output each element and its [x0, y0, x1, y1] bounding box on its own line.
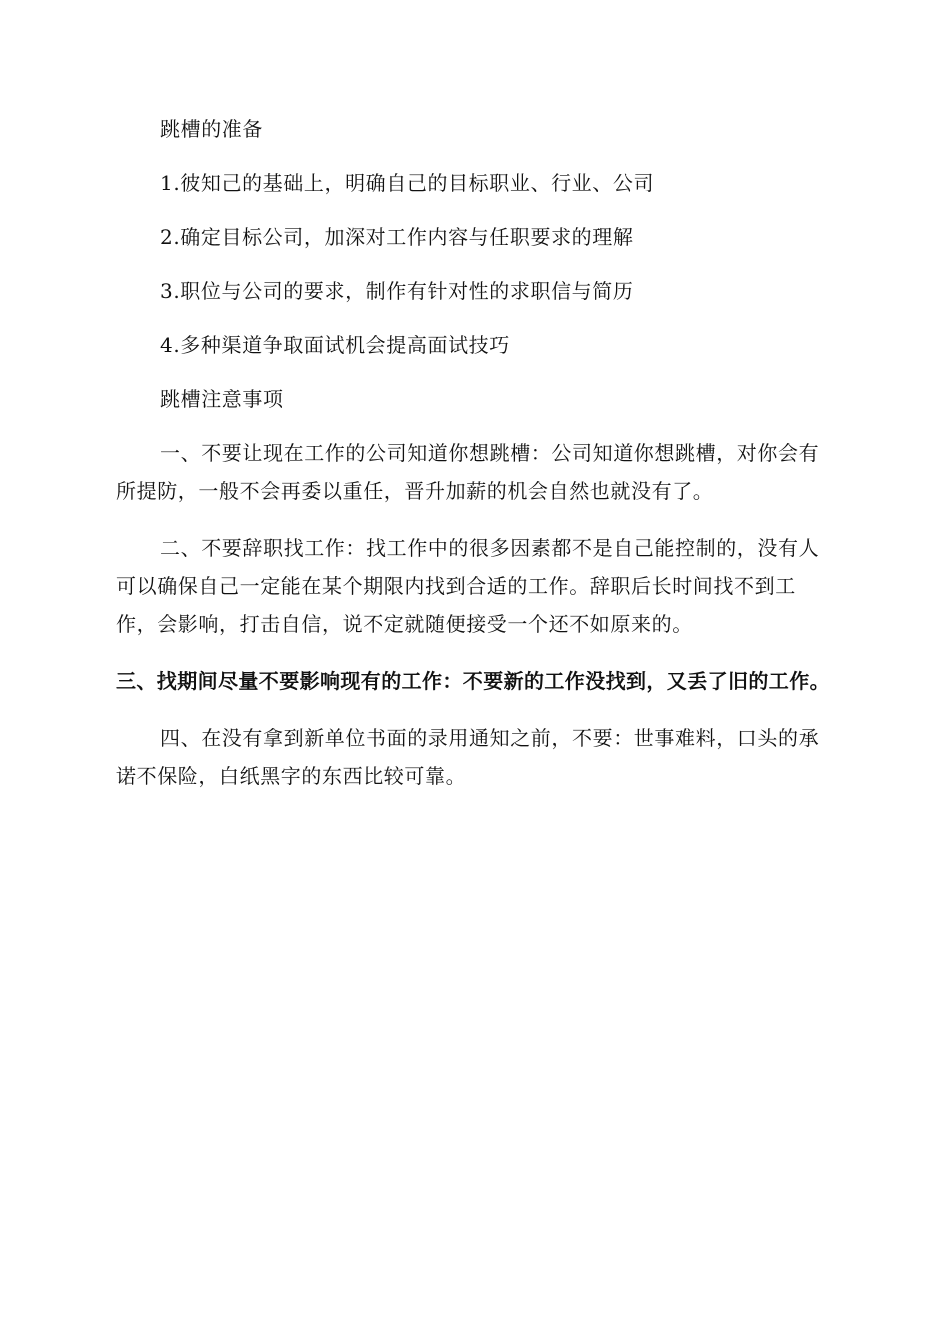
- note-paragraph-3: 三、找期间尽量不要影响现有的工作：不要新的工作没找到，又丢了旧的工作。: [116, 669, 830, 693]
- section-heading-notes: 跳槽注意事项: [160, 387, 284, 411]
- prep-item-1: 1.彼知己的基础上，明确自己的目标职业、行业、公司: [160, 171, 655, 195]
- prep-item-4: 4.多种渠道争取面试机会提高面试技巧: [160, 333, 510, 357]
- section-heading-preparation: 跳槽的准备: [160, 117, 263, 141]
- prep-item-3: 3.职位与公司的要求，制作有针对性的求职信与简历: [160, 279, 634, 303]
- document-page: [116, 110, 834, 795]
- note-paragraph-4: 四、在没有拿到新单位书面的录用通知之前，不要：世事难料，口头的承诺不保险，白纸黑字的东西比较可靠。: [116, 726, 820, 788]
- note-paragraph-2: 二、不要辞职找工作：找工作中的很多因素都不是自己能控制的，没有人可以确保自己一定能在某个期限内找到合适的工作。辞职后长时间找不到工作，会影响，打击自信，说不定就随便接受一个还不如原来的。: [116, 536, 820, 636]
- note-paragraph-1: 一、不要让现在工作的公司知道你想跳槽：公司知道你想跳槽，对你会有所提防，一般不会再委以重任，晋升加薪的机会自然也就没有了。: [116, 441, 820, 503]
- prep-item-2: 2.确定目标公司，加深对工作内容与任职要求的理解: [160, 225, 634, 249]
